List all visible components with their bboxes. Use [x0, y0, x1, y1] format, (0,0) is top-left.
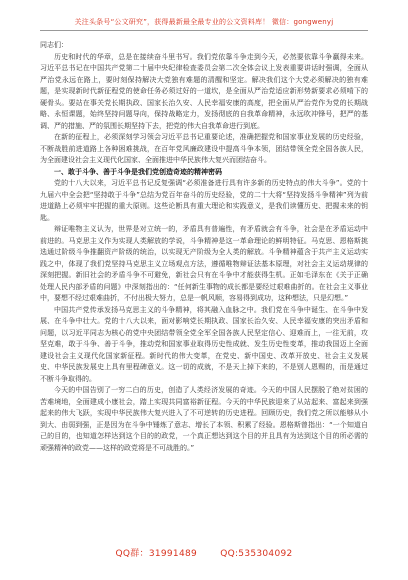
paragraph: 历史和时代的华章，总是在接续奋斗里书写。我们党依靠斗争走到今天，必然要依靠斗争赢得未来。习近平总书记在中国共产党第二十届中央纪律检查委员会第二次全体会议上发表重要讲话时强调，全面从严治党永远在路上，要时刻保持解决大党独有难题的清醒和坚定。解决我们这个大党必须解决的独有难题，是实现新时代新征程党的使命任务必须过好的一道坎，是全面从严治党适应新形势新要求必须啃下的硬骨头。要站在事关党长期执政、国家长治久安、人民幸福安康的高度，把全面从严治党作为党的长期战略、永恒课题，始终坚持问题导向，保持战略定力，发扬彻底的自我革命精神，永远吹冲锋号，把严的基调、严的措施、严的氛围长期坚持下去，把党的伟大自我革命进行到底。: [40, 52, 368, 130]
paragraph: 中国共产党传承发扬马克思主义的斗争精神，将其融入血脉之中。我们党在斗争中诞生、在斗争中发展、在斗争中壮大。党的十八大以来，面对影响党长期执政、国家长治久安、人民幸福安康的突出矛盾和问题，以习近平同志为核心的党中央团结带领全党全军全国各族人民坚定信心、迎难而上，一往无前，攻坚克难，敢于斗争、善于斗争，推动党和国家事业取得历史性成就、发生历史性变革，推动我国迈上全面建设社会主义现代化国家新征程。新时代的伟大变革，在党史、新中国史、改革开放史、社会主义发展史、中华民族发展史上具有里程碑意义。这一切的成就，不是天上掉下来的，不是别人恩赐的，而是通过不断斗争取得的。: [40, 305, 368, 383]
footer-contact: [40, 548, 368, 560]
paragraph: 今天的中国告别了一穷二白的历史，创造了人类经济发展的奇迹。今天的中国人民摆脱了绝对贫困的苦难境地，全面建成小康社会，踏上实现共同富裕新征程。今天的中华民族迎来了从站起来、富起来到强起来的伟大飞跃，实现中华民族伟大复兴进入了不可逆转的历史进程。回顾历史，我们党之所以能够从小到大、由弱到强，正是因为在斗争中锤炼了意志、增长了本领、积累了经验。恩格斯曾指出：“一个知道自己的目的，也知道怎样达到这个目的的政党，一个真正想达到这个目的并且具有为达到这个目的所必需的顽强精神的政党——这样的政党将是不可战胜的。”: [40, 386, 368, 452]
section-heading: 一、敢于斗争、善于斗争是我们党创造奇迹的精神密码: [54, 167, 222, 176]
document-body: [40, 40, 368, 454]
header-divider: [40, 30, 368, 31]
paragraph: 在新的征程上，必须深刻学习领会习近平总书记重要论述，准确把握党和国家事业发展的历史经验，不断战胜前进道路上各种困难挑战，在百年党风廉政建设中提高斗争本领，团结带领全党全国各族人民，为全面建设社会主义现代化国家、全面推进中华民族伟大复兴而团结奋斗。: [40, 133, 368, 164]
qq-text: QQ:535304092: [220, 549, 293, 559]
paragraph: 辩证唯物主义认为，世界是对立统一的，矛盾具有普遍性，有矛盾就会有斗争，社会是在矛盾运动中前进的。马克思主义作为实现人类解放的学说，斗争精神是这一革命理论的鲜明特征。马克思、恩格斯挑选通过阶级斗争推翻资产阶级的统治，以实现无产阶级为全人类的解放。斗争精神蕴含于共产主义运动实践之中，体现了我们党坚持马克思主义立场观点方法，遵循唯物辩证法基本原理，对社会主义运动规律的深刻把握。新旧社会的矛盾斗争不可避免，新社会只有在斗争中才能获得生机。正如毛泽东在《关于正确处理人民内部矛盾的问题》中深刻指出的：“任何新生事物的成长都是要经过艰难曲折的。在社会主义事业中，要想不经过艰难曲折，不付出极大努力，总是一帆风顺，容易得到成功，这种想法，只是幻想。”: [40, 225, 368, 302]
salutation: 同志们：: [40, 41, 68, 49]
header-banner: 关注头条号“公文研究”，获得最新最全最专业的公文资料库！ 微信：gongwenyj: [74, 18, 334, 26]
paragraph: 党的十八大以来，习近平总书记反复强调“必须准备进行具有许多新的历史特点的伟大斗争”。党的十九届六中全会把“坚持敢于斗争”总结为党百年奋斗的历史经验，党的二十大将“坚持发扬斗争精神”列为前进道路上必须牢牢把握的重大原则。这些论断具有重大理论和实践意义，是我们读懂历史、把握未来的钥匙。: [40, 179, 368, 222]
qq-group-text: QQ群：31991489: [115, 549, 198, 559]
